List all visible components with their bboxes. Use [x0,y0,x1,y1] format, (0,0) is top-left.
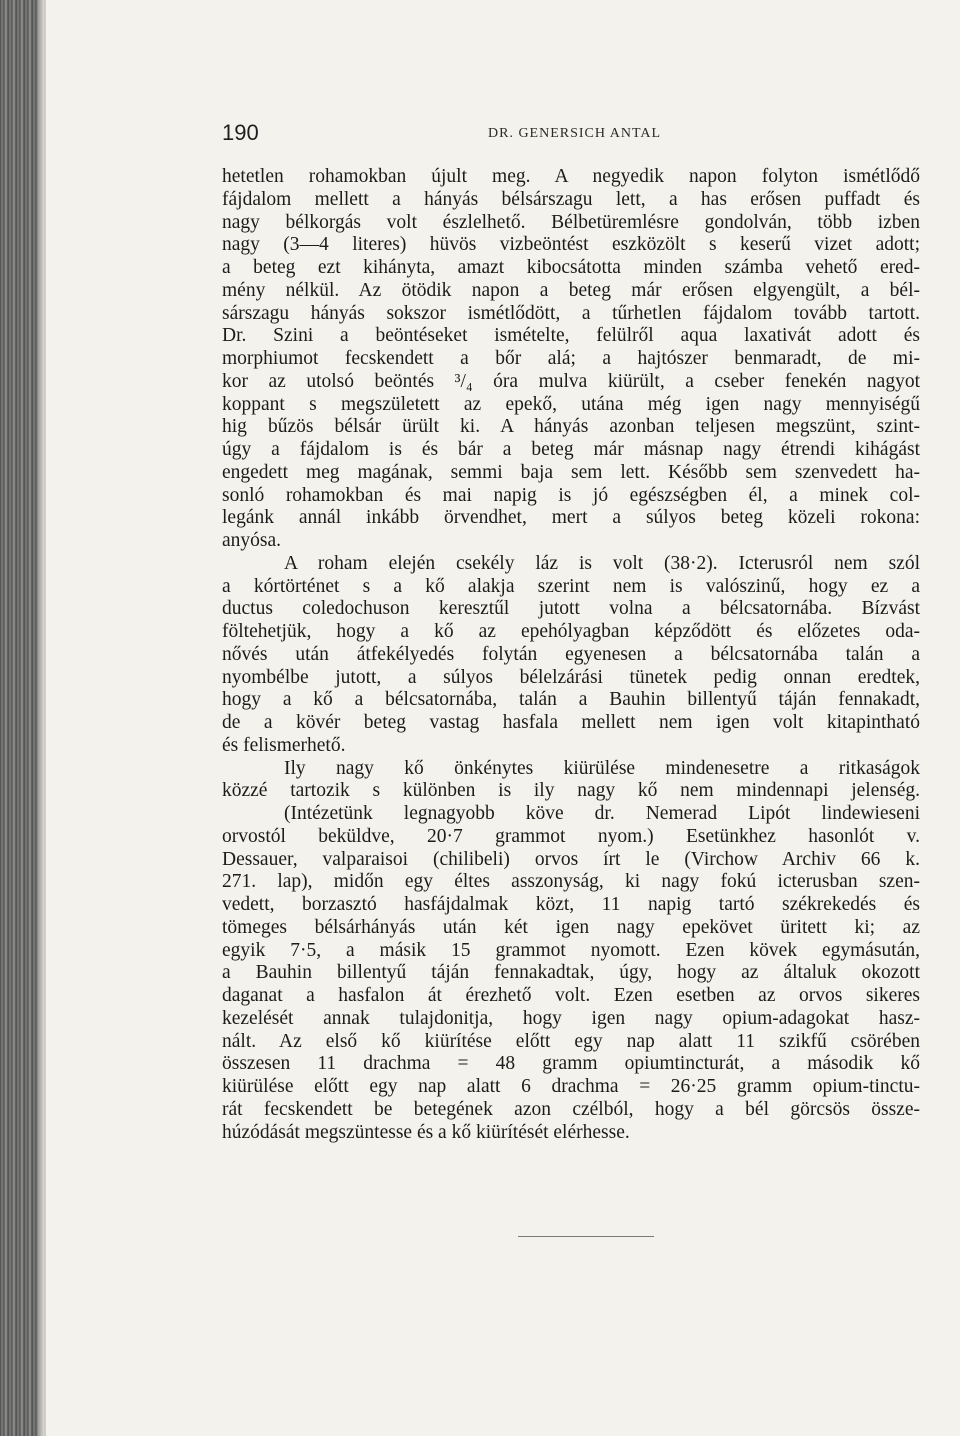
text-line: sonló rohamokban és mai napig is jó egészségben él, a minek col- [222,484,920,506]
paragraph-start-line: A roham elején csekély láz is volt (38·2). Icterusról nem szól [284,552,920,574]
text-line: de a kövér beteg vastag hasfala mellett nem igen volt kitapintható [222,712,920,733]
page-number: 190 [222,120,259,145]
text-line: sárszagu hányás sokszor ismétlődött, a tűrhetlen fájdalom tovább tartott. [222,302,920,324]
page-fold [44,0,46,1436]
text-line: daganat a hasfalon át érezhető volt. Ezen esetben az orvos sikeres [222,985,920,1006]
text-line: kiürülése előtt egy nap alatt 6 drachma = 26·25 gramm opium-tinctu- [222,1076,920,1097]
text-line: nyombélbe jutott, a súlyos bélelzárási tünetek pedig onnan eredtek, [222,666,920,688]
text-line: a kórtörténet s a kő alakja szerint nem is valószinű, hogy ez a [222,575,920,597]
text-line: fájdalom mellett a hányás bélsárszagu lett, a has erősen puffadt és [222,188,920,210]
text-line: a beteg ezt kihányta, amazt kibocsátotta minden számba vehető ered- [222,257,920,278]
text-line: hogy a kő a bélcsatornába, talán a Bauhin billentyű táján fennakadt, [222,689,920,711]
text-line: egyik 7·5, a másik 15 grammot nyomott. Ezen kövek egymásután, [222,939,920,961]
text-line: a Bauhin billentyű táján fennakadtak, úgy, hogy az általuk okozott [222,962,920,984]
text-line: ductus coledochuson keresztűl jutott volna a bélcsatornába. Bízvást [222,598,920,620]
book-binding-shadow [0,0,38,1436]
text-line: rát fecskendett be betegének azon czélból, hogy a bél görcsös össze- [222,1098,920,1120]
text-line: kezelését annak tulajdonitja, hogy igen nagy opium-adagokat hasz- [222,1007,920,1029]
text-line: Dr. Szini a beöntéseket ismételte, felülről aqua laxativát adott és [222,325,920,347]
text-line: engedett meg magának, semmi baja sem lett. Később sem szenvedett ha- [222,461,920,483]
text-line: úgy a fájdalom is és bár a beteg már másnap nagy étrendi kihágást [222,439,920,460]
text-line: nált. Az első kő kiürítése előtt egy nap alatt 11 szikfű csörében [222,1030,920,1052]
text-line: kor az utolsó beöntés ³/₄ óra mulva kiürült, a cseber fenekén nagyot [222,370,920,392]
text-line: nagy bélkorgás volt észlelhető. Bélbetüremlésre gondolván, több izben [222,211,920,233]
text-line: anyósa. [222,530,282,551]
text-line: vedett, borzasztó hasfájdalmak közt, 11 napig tartó székrekedés és [222,894,920,915]
page-header [222,120,922,150]
body-text [222,166,920,1144]
text-line: legánk annál inkább örvendhet, mert a súlyos beteg közeli rokona: [222,507,920,529]
text-line: Dessauer, valparaisoi (chilibeli) orvos írt le (Virchow Archiv 66 k. [222,848,920,870]
paragraph-start-line: Ily nagy kő önkénytes kiürülése mindenesetre a ritkaságok [284,757,920,779]
text-line: 271. lap), midőn egy éltes asszonyság, ki nagy fokú icterusban szen- [222,871,920,893]
text-line: tömeges bélsárhányás után két igen nagy epekövet üritett ki; az [222,916,920,938]
text-line: koppant s megszületett az epekő, utána még igen nagy mennyiségű [222,393,920,415]
text-line: morphiumot fecskendett a bőr alá; a hajtószer benmaradt, de mi- [222,348,920,369]
text-line: hig bűzös bélsár ürült ki. A hányás azonban teljesen megszünt, szint- [222,416,920,438]
text-line: közzé tartozik s különben is ily nagy kő nem mindennapi jelenség. [222,780,920,802]
text-line: mény nélkül. Az ötödik napon a beteg már erősen elgyengült, a bél- [222,279,920,301]
text-line: összesen 11 drachma = 48 gramm opiumtincturát, a második kő [222,1053,920,1075]
text-line: hetetlen rohamokban újult meg. A negyedik napon folyton ismétlődő [222,166,920,187]
text-line: nővés után átfekélyedés folytán egyenesen a bélcsatornába talán a [222,643,920,665]
paragraph-start-line: (Intézetünk legnagyobb köve dr. Nemerad Lipót lindewieseni [284,803,920,824]
text-line: orvostól beküldve, 20·7 grammot nyom.) Esetünkhez hasonlót v. [222,825,920,847]
footer-rule [518,1236,654,1237]
text-line: húzódását megszüntesse és a kő kiürítését elérhesse. [222,1121,630,1143]
running-head: DR. GENERSICH ANTAL [488,126,662,141]
text-line: nagy (3—4 literes) hüvös vizbeöntést eszközölt s keserű vizet adott; [222,234,920,256]
text-line: és felismerhető. [222,734,346,756]
text-line: föltehetjük, hogy a kő az epehólyagban képződött és előzetes oda- [222,621,920,642]
